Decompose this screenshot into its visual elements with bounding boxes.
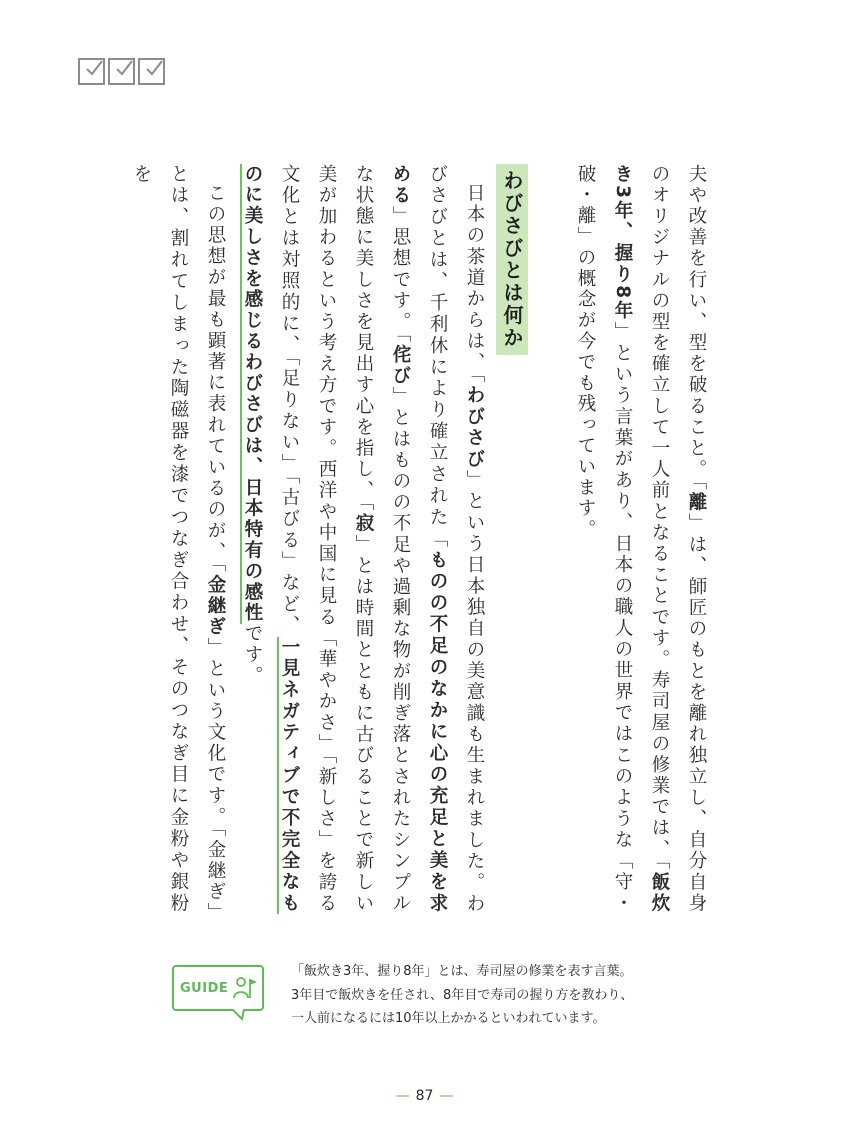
bold-term: わびさび bbox=[464, 384, 485, 470]
bold-term: 寂 bbox=[353, 513, 374, 535]
text-run: この思想が最も顕著に表れているのが、「 bbox=[205, 182, 226, 575]
bold-term: 離 bbox=[686, 492, 707, 514]
guide-label: GUIDE bbox=[180, 980, 229, 996]
guide-badge bbox=[172, 965, 264, 1011]
bold-term: 飯炊き3年、握り8年 bbox=[612, 164, 670, 914]
guide-line: 「飯炊き3年、握り8年」とは、寿司屋の修業を表す言葉。 bbox=[291, 964, 633, 979]
text-run: 夫や改善を行い、型を破ること。「 bbox=[686, 164, 707, 493]
vertical-body-text bbox=[131, 164, 715, 915]
dash-left: — bbox=[395, 1088, 410, 1104]
person-flag-icon bbox=[232, 976, 258, 1000]
bold-term: 金継ぎ bbox=[205, 574, 226, 638]
checkbox-2[interactable] bbox=[108, 58, 135, 85]
text-run: 」は、師匠のもとを離れ独立し、自分自身のオリジナルの型を確立して一人前となることです。寿司屋の修業では、「 bbox=[649, 164, 707, 915]
text-run: 」とはものの不足や過剰な物が削ぎ落とされたシンプルな状態に美しさを見出す心を指し、「 bbox=[353, 164, 411, 914]
text-run: 」という文化です。「金継ぎ」とは、割れてしまった陶磁器を漆でつなぎ合わせ、そのつなぎ目に金粉や銀粉を bbox=[131, 164, 226, 914]
bold-term: 侘び bbox=[390, 344, 411, 387]
speech-tail bbox=[232, 1009, 246, 1021]
check-icon bbox=[112, 57, 134, 79]
check-icon bbox=[82, 57, 104, 79]
guide-note bbox=[291, 960, 751, 1031]
text-run: 」とは時間とともに古びることで新しい美が加わるという考え方です。西洋や中国に見る「華やかさ」「新しさ」を誇る文化とは対照的に、「足りない」「古びる」など、 bbox=[279, 164, 374, 915]
bold-term: ものの不足のなかに心の充足と美を求める bbox=[390, 164, 448, 914]
section-heading-text: わびさびとは何か bbox=[496, 164, 528, 355]
text-run: 」という言葉があり、日本の職人の世界ではこのような「守・破・離」の概念が今でも残っています。 bbox=[575, 164, 633, 914]
section-heading bbox=[493, 164, 530, 914]
paragraph-gap bbox=[530, 164, 567, 914]
checkbox-3[interactable] bbox=[138, 58, 165, 85]
check-icon bbox=[142, 57, 164, 79]
text-run: 日本の茶道からは、「 bbox=[464, 182, 485, 385]
checkbox-row bbox=[78, 58, 165, 85]
checkbox-1[interactable] bbox=[78, 58, 105, 85]
text-run: 」思想です。「 bbox=[390, 206, 411, 345]
text-run: です。 bbox=[242, 623, 263, 687]
highlighted-phrase: 一見ネガティブで不完全なものに美しさを感じるわびさびは、日本特有の感性 bbox=[242, 164, 300, 914]
paragraph-kintsugi bbox=[123, 164, 234, 914]
text-run: 」という日本独自の美意識も生まれました。わびさびとは、千利休により確立された「 bbox=[427, 164, 485, 914]
paragraph-wabisabi bbox=[234, 164, 493, 914]
page-number-value: 87 bbox=[415, 1088, 434, 1104]
paragraph-shuhari bbox=[567, 164, 715, 914]
page-number bbox=[0, 1088, 849, 1104]
guide-line: 3年目で飯炊きを任され、8年目で寿司の握り方を教わり、 bbox=[291, 987, 634, 1003]
dash-right: — bbox=[439, 1088, 454, 1104]
guide-line: 一人前になるには10年以上かかるといわれています。 bbox=[291, 1011, 606, 1026]
